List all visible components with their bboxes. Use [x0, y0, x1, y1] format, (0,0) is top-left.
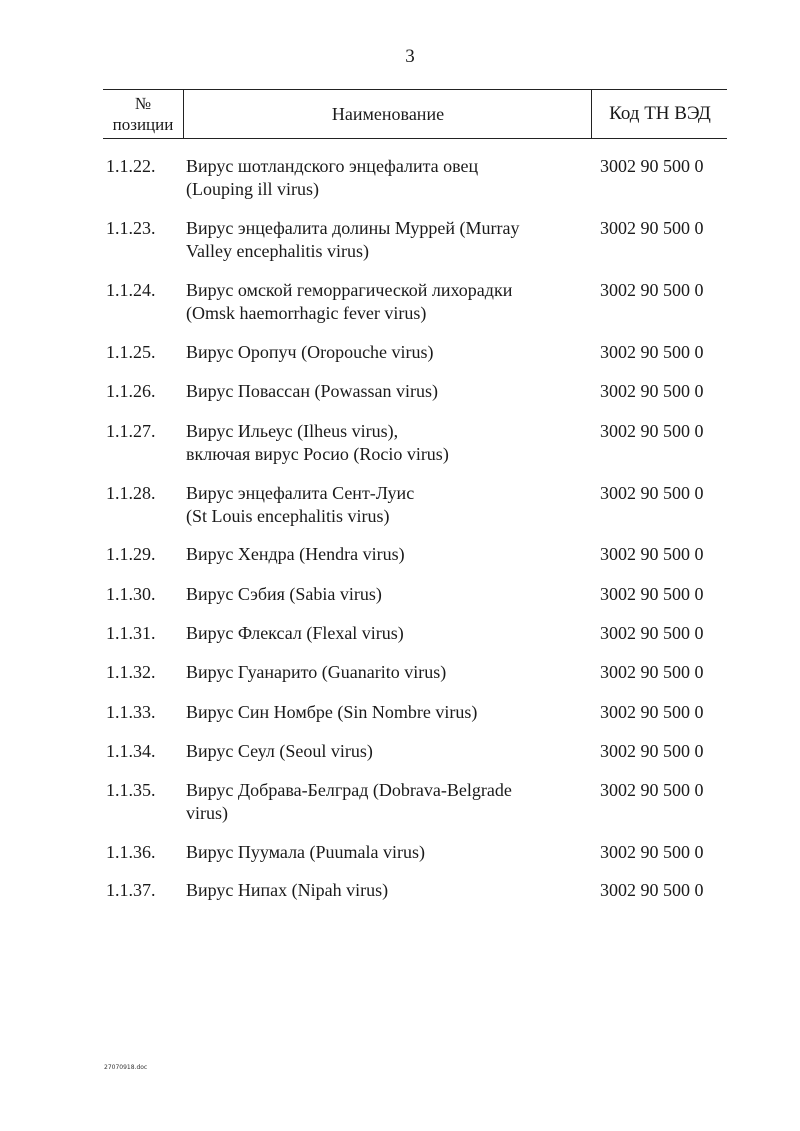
row-name-line: Вирус Пуумала (Puumala virus): [186, 842, 426, 862]
page-number: 3: [405, 46, 415, 67]
row-number: 1.1.24.: [106, 280, 156, 300]
header-num-symbol: №: [134, 94, 152, 113]
header-num-label: позиции: [112, 115, 174, 134]
row-name-line: virus): [186, 803, 228, 823]
row-number: 1.1.31.: [106, 623, 156, 643]
row-number: 1.1.27.: [106, 421, 156, 441]
row-name-line: Вирус шотландского энцефалита овец: [186, 156, 479, 176]
row-number: 1.1.26.: [106, 381, 156, 401]
row-name: [186, 155, 578, 201]
row-number: 1.1.37.: [106, 880, 156, 900]
row-name-line: Вирус Гуанарито (Guanarito virus): [186, 662, 447, 682]
row-name-line: (Omsk haemorrhagic fever virus): [186, 303, 427, 323]
row-number: 1.1.22.: [106, 156, 156, 176]
row-code: 3002 90 500 0: [600, 280, 704, 300]
row-name-line: Вирус Сеул (Seoul virus): [186, 741, 373, 761]
row-number: 1.1.36.: [106, 842, 156, 862]
row-name-line: Вирус Добрава-Белград (Dobrava-Belgrade: [186, 780, 512, 800]
row-code: 3002 90 500 0: [600, 584, 704, 604]
column-divider: [591, 90, 592, 138]
row-name: [186, 661, 578, 684]
row-name-line: Вирус Ильеус (Ilheus virus),: [186, 421, 399, 441]
column-divider: [183, 90, 184, 138]
row-number: 1.1.28.: [106, 483, 156, 503]
row-name: [186, 740, 578, 763]
row-code: 3002 90 500 0: [600, 702, 704, 722]
row-name-line: (St Louis encephalitis virus): [186, 506, 390, 526]
document-filename: 27070918.doc: [104, 1064, 148, 1071]
row-name: [186, 341, 578, 364]
row-name-line: Вирус Оропуч (Oropouche virus): [186, 342, 434, 362]
row-code: 3002 90 500 0: [600, 880, 704, 900]
row-code: 3002 90 500 0: [600, 218, 704, 238]
row-name: [186, 701, 578, 724]
row-number: 1.1.32.: [106, 662, 156, 682]
row-code: 3002 90 500 0: [600, 342, 704, 362]
row-name-line: Вирус Нипах (Nipah virus): [186, 880, 389, 900]
row-name-line: Вирус Син Номбре (Sin Nombre virus): [186, 702, 478, 722]
row-name-line: Вирус энцефалита долины Муррей (Murray: [186, 218, 520, 238]
row-name: [186, 420, 578, 466]
row-number: 1.1.23.: [106, 218, 156, 238]
row-name: [186, 879, 578, 902]
row-code: 3002 90 500 0: [600, 544, 704, 564]
header-position-number: [103, 93, 183, 135]
row-name: [186, 779, 578, 825]
header-name: Наименование: [331, 104, 445, 124]
row-name: [186, 583, 578, 606]
row-name-line: включая вирус Росио (Rocio virus): [186, 444, 449, 464]
row-name-line: Вирус энцефалита Сент-Луис: [186, 483, 415, 503]
row-number: 1.1.30.: [106, 584, 156, 604]
row-code: 3002 90 500 0: [600, 156, 704, 176]
row-name-line: Вирус Флексал (Flexal virus): [186, 623, 404, 643]
row-name-line: Вирус Повассан (Powassan virus): [186, 381, 438, 401]
row-number: 1.1.33.: [106, 702, 156, 722]
row-code: 3002 90 500 0: [600, 381, 704, 401]
row-code: 3002 90 500 0: [600, 780, 704, 800]
header-code: Код ТН ВЭД: [609, 103, 711, 124]
row-name-line: Valley encephalitis virus): [186, 241, 369, 261]
row-code: 3002 90 500 0: [600, 842, 704, 862]
row-name: [186, 279, 578, 325]
row-name-line: Вирус Сэбия (Sabia virus): [186, 584, 382, 604]
row-name: [186, 841, 578, 864]
row-name: [186, 622, 578, 645]
row-name-line: Вирус омской геморрагической лихорадки: [186, 280, 513, 300]
row-name: [186, 482, 578, 528]
row-code: 3002 90 500 0: [600, 623, 704, 643]
row-name: [186, 217, 578, 263]
row-code: 3002 90 500 0: [600, 421, 704, 441]
row-code: 3002 90 500 0: [600, 741, 704, 761]
row-number: 1.1.25.: [106, 342, 156, 362]
row-number: 1.1.35.: [106, 780, 156, 800]
row-number: 1.1.34.: [106, 741, 156, 761]
table-header: [103, 89, 727, 139]
row-number: 1.1.29.: [106, 544, 156, 564]
row-name: [186, 543, 578, 566]
row-code: 3002 90 500 0: [600, 662, 704, 682]
row-name-line: Вирус Хендра (Hendra virus): [186, 544, 405, 564]
row-name: [186, 380, 578, 403]
row-name-line: (Louping ill virus): [186, 179, 319, 199]
row-code: 3002 90 500 0: [600, 483, 704, 503]
